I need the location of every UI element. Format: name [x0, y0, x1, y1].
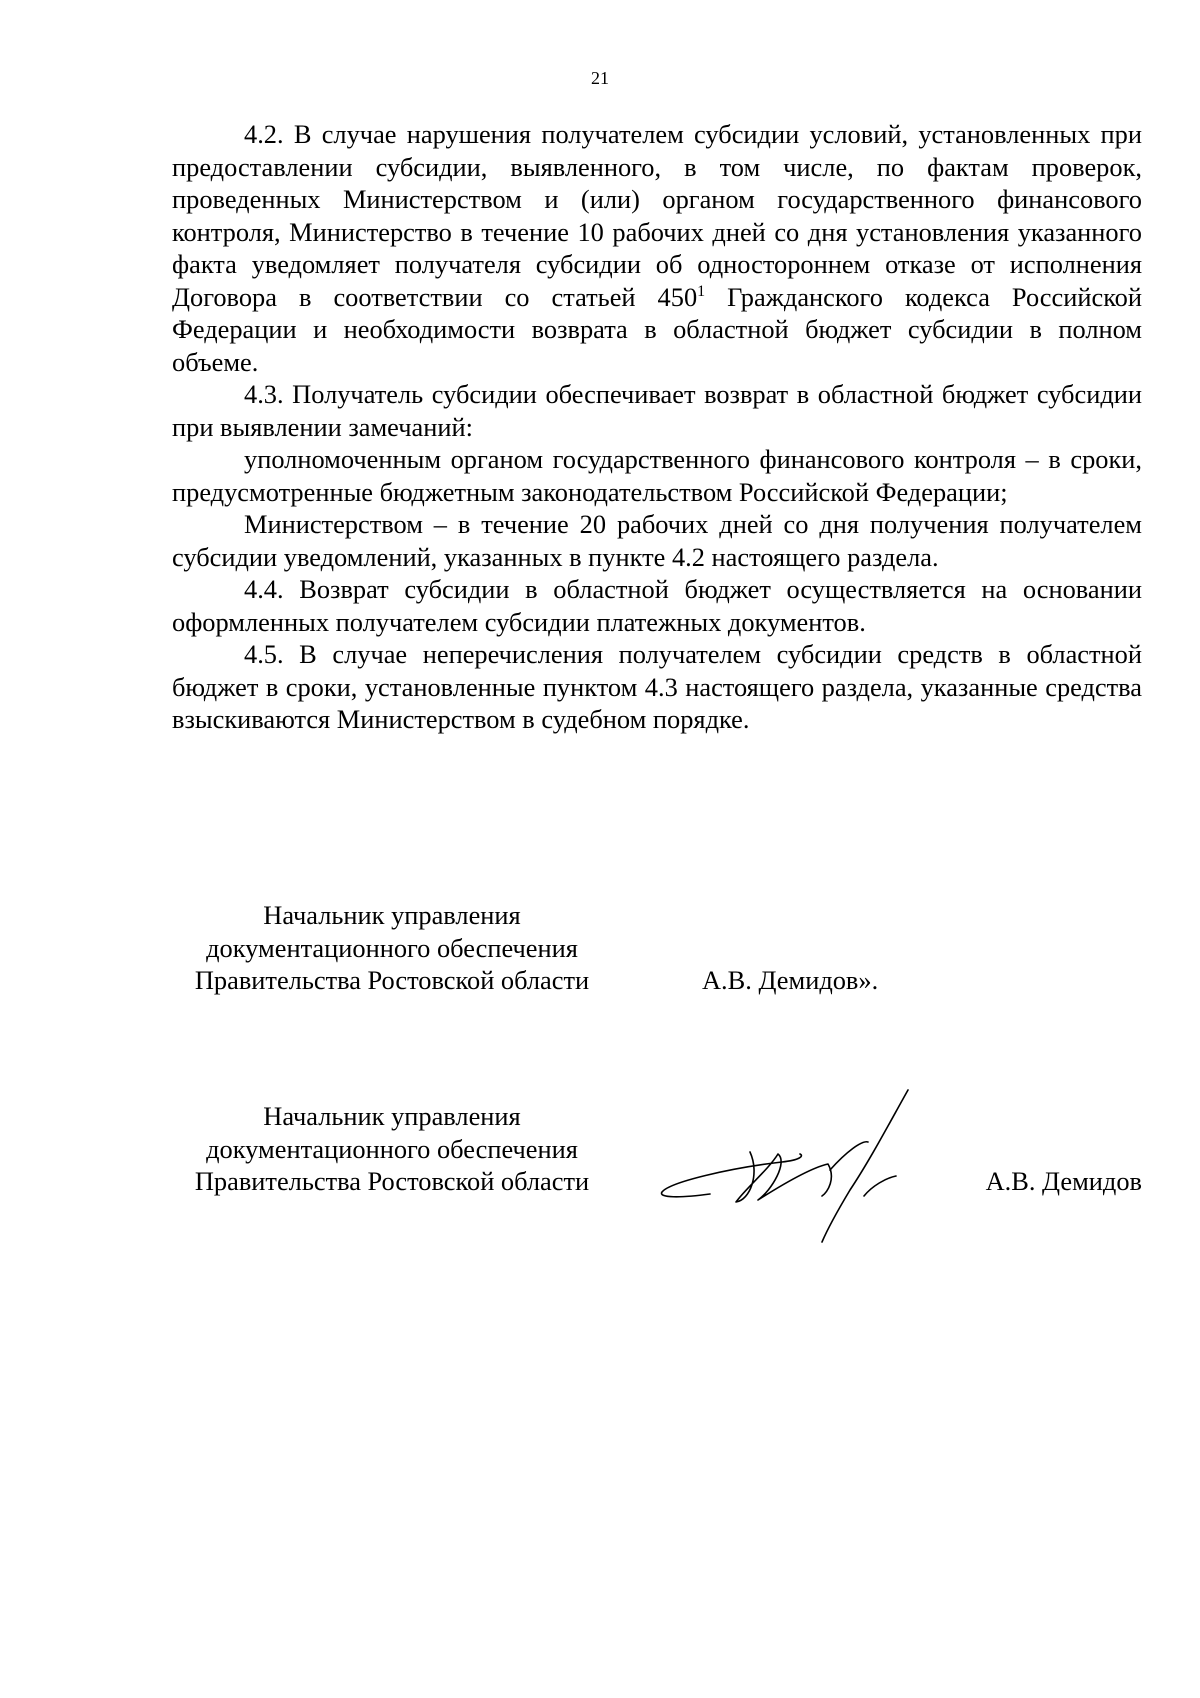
document-body — [172, 118, 1142, 736]
paragraph-4-2-tail: Гражданского кодекса Российской Федерации и необходимости возврата в областной бюджет субсидии в полном объеме. — [172, 281, 1142, 377]
signatory-title — [172, 1100, 612, 1198]
paragraph-4-2 — [172, 118, 1142, 378]
signatory-title-line: документационного обеспечения — [206, 932, 578, 963]
paragraph-4-2-text: 4.2. В случае нарушения получателем субсидии условий, установленных при предоставлении субсидии, выявленного, в том числе, по фактам проверок, проведенных Министерством и (или) органом государственного финансового контроля, Министерство в течение 10 рабочих дней со дня установления указанного факта уведомляет получателя субсидии об одностороннем отказе от исполнения Договора в соответствии со статьей 450 — [172, 119, 1142, 312]
paragraph-4-3-item-1: уполномоченным органом государственного финансового контроля – в сроки, предусмотренные бюджетным законодательством Российской Федерации; — [172, 444, 1142, 507]
signature-block-quoted — [172, 899, 1142, 999]
page-number: 21 — [591, 68, 609, 88]
signatory-title-line: Начальник управления — [263, 1101, 521, 1131]
signatory-title-line: Правительства Ростовской области — [194, 1166, 590, 1196]
signatory-title-line: Правительства Ростовской области — [194, 965, 590, 995]
signatory-name: А.В. Демидов». — [702, 965, 879, 995]
paragraph-4-3: 4.3. Получатель субсидии обеспечивает возврат в областной бюджет субсидии при выявлении замечаний: — [172, 379, 1142, 442]
signatory-title-line: документационного обеспечения — [206, 1133, 578, 1164]
handwritten-signature-icon — [650, 1082, 940, 1252]
footnote-superscript: 1 — [697, 282, 706, 300]
signatory-title — [172, 899, 612, 997]
paragraph-4-5: 4.5. В случае неперечисления получателем субсидии средств в областной бюджет в сроки, установленные пунктом 4.3 настоящего раздела, указанные средства взыскиваются Министерством в судебном порядке. — [172, 639, 1142, 734]
signatory-title-line: Начальник управления — [263, 900, 521, 930]
signatory-name: А.В. Демидов — [985, 1166, 1142, 1196]
paragraph-4-3-item-2: Министерством – в течение 20 рабочих дней со дня получения получателем субсидии уведомлений, указанных в пункте 4.2 настоящего раздела. — [172, 509, 1142, 572]
paragraph-4-4: 4.4. Возврат субсидии в областной бюджет осуществляется на основании оформленных получателем субсидии платежных документов. — [172, 574, 1142, 637]
